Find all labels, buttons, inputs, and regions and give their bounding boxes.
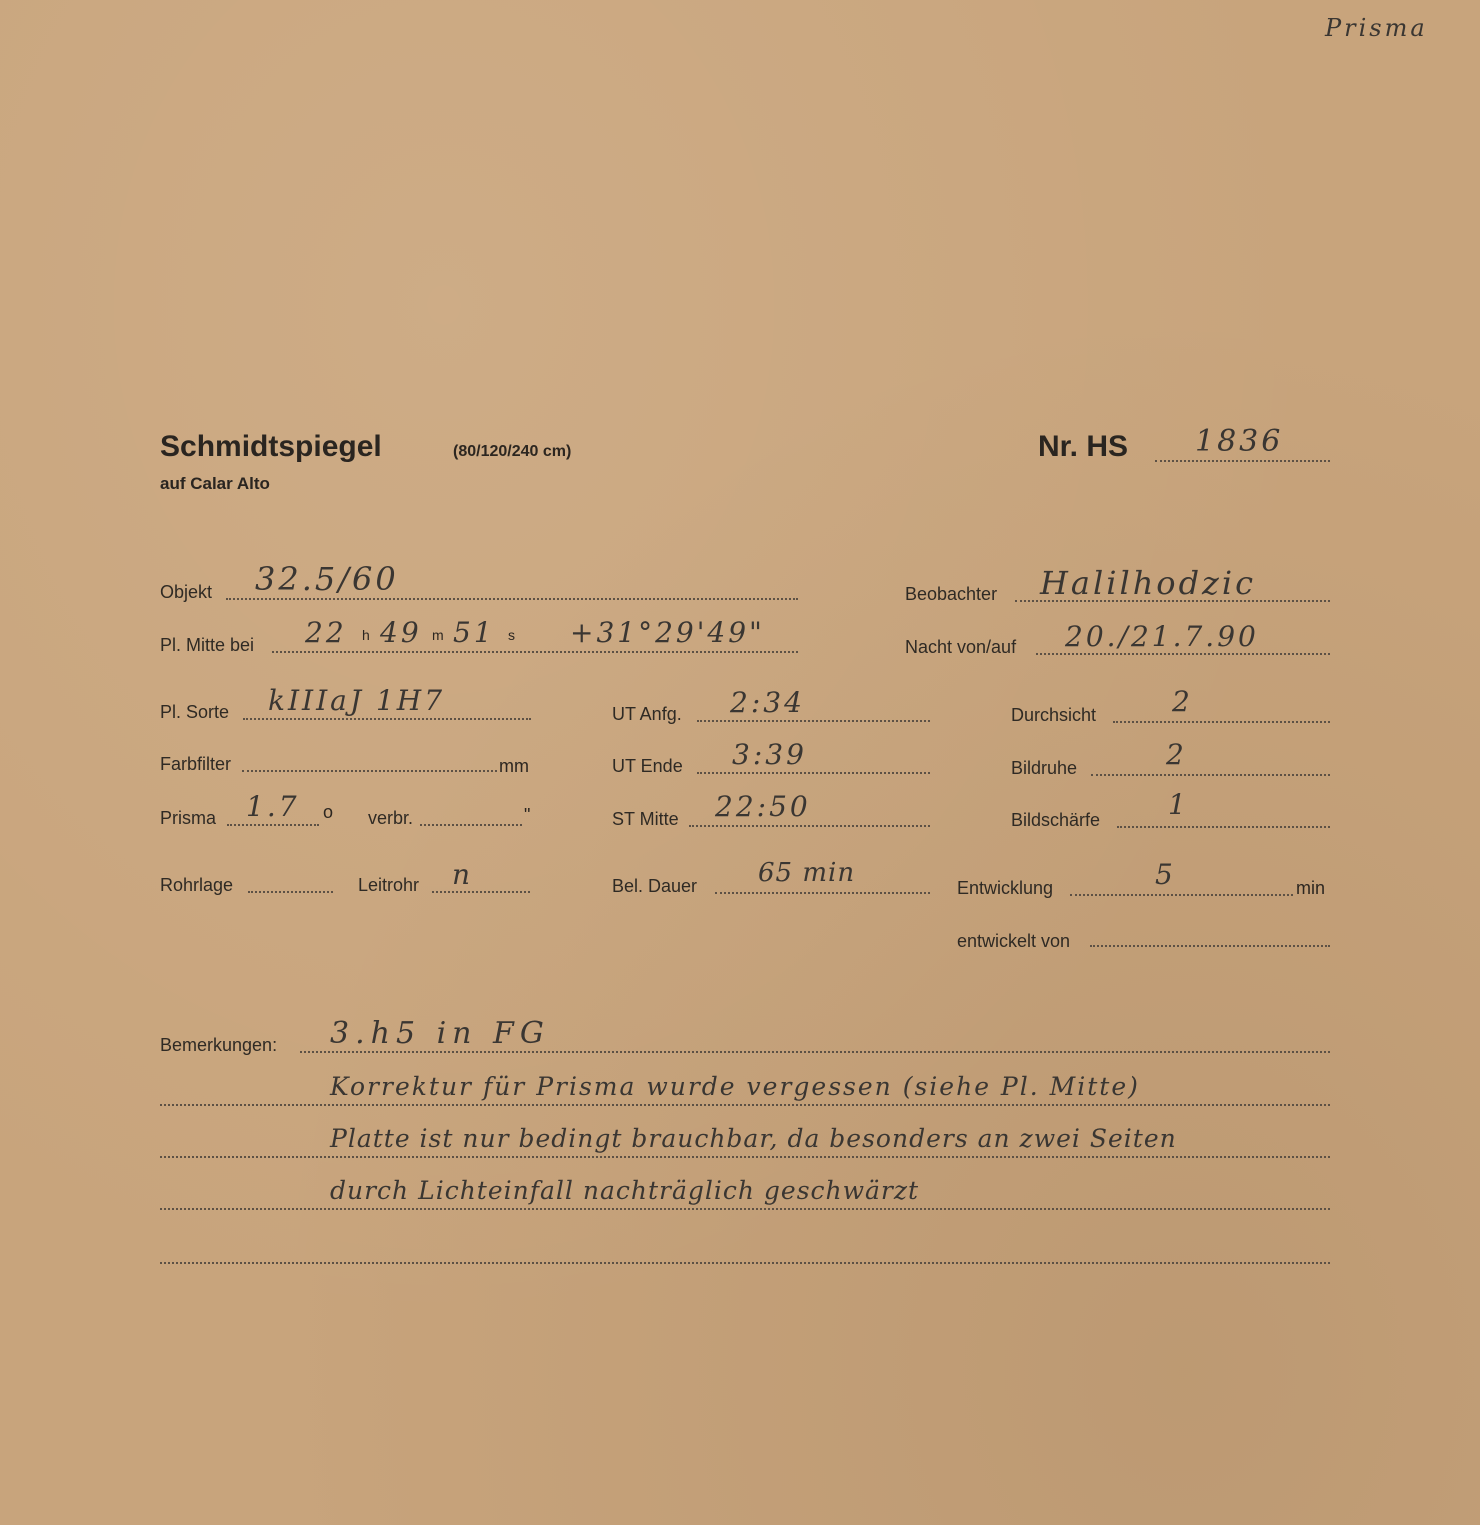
remarks-line-2-rule [160,1104,1330,1106]
pl-mitte-h-value[interactable]: 22 [305,616,347,649]
nacht-label: Nacht von/auf [905,637,1017,657]
ut-ende-label: UT Ende [612,756,683,776]
ut-ende-line [697,772,930,774]
durchsicht-line [1113,721,1330,723]
pl-mitte-m-unit: m [432,627,444,643]
remarks-line-2[interactable]: Korrektur für Prisma wurde vergessen (siehe Pl. Mitte) [330,1072,1140,1101]
entwicklung-label: Entwicklung [957,878,1054,898]
form-title-dims: (80/120/240 cm) [453,443,572,460]
pl-sorte-label: Pl. Sorte [160,702,230,722]
entwickelt-von-label: entwickelt von [957,931,1071,951]
bel-dauer-line [715,892,930,894]
remarks-label: Bemerkungen: [160,1035,278,1055]
prisma-line [227,824,319,826]
ut-anfg-line [697,720,930,722]
nacht-value[interactable]: 20./21.7.90 [1065,620,1259,653]
pl-mitte-line [272,651,798,653]
pl-mitte-label: Pl. Mitte bei [160,635,255,655]
prisma-unit: o [323,802,334,822]
pl-mitte-dec-value[interactable]: +31°29'49" [570,616,765,649]
objekt-line [226,598,798,600]
ut-anfg-value[interactable]: 2:34 [730,686,805,719]
farbfilter-line [242,770,497,772]
rohrlage-line [248,891,333,893]
entwicklung-value[interactable]: 5 [1155,858,1176,891]
remarks-line-3[interactable]: Platte ist nur bedingt brauchbar, da besonders an zwei Seiten [330,1124,1177,1153]
bildschaerfe-label: Bildschärfe [1011,810,1101,830]
entwicklung-line [1070,894,1293,896]
remarks-line-1[interactable]: 3.h5 in FG [330,1016,550,1051]
nr-value[interactable]: 1836 [1195,424,1284,459]
form-title: Schmidtspiegel [160,430,382,463]
entwickelt-von-line [1090,945,1330,947]
beobachter-value[interactable]: Halilhodzic [1040,564,1257,602]
remarks-line-5-rule [160,1262,1330,1264]
bildruhe-label: Bildruhe [1011,758,1078,778]
nacht-line [1036,653,1330,655]
leitrohr-value[interactable]: n [452,858,474,891]
leitrohr-line [432,891,530,893]
verbr-unit: " [524,805,531,825]
beobachter-label: Beobachter [905,584,998,604]
leitrohr-label: Leitrohr [358,875,420,895]
bildschaerfe-value[interactable]: 1 [1168,788,1189,821]
nr-line [1155,460,1330,462]
form-subtitle: auf Calar Alto [160,474,270,493]
bel-dauer-value[interactable]: 65 min [758,858,856,888]
durchsicht-label: Durchsicht [1011,705,1097,725]
remarks-line-3-rule [160,1156,1330,1158]
verbr-line [420,824,522,826]
pl-mitte-h-unit: h [362,627,370,643]
durchsicht-value[interactable]: 2 [1172,685,1193,718]
rohrlage-label: Rohrlage [160,875,234,895]
remarks-line-1-rule [300,1051,1330,1053]
objekt-label: Objekt [160,582,213,602]
bildschaerfe-line [1117,826,1330,828]
pl-sorte-value[interactable]: kIIIaJ 1H7 [268,684,446,717]
bildruhe-value[interactable]: 2 [1166,738,1187,771]
pl-mitte-m-value[interactable]: 49 [380,616,422,649]
st-mitte-value[interactable]: 22:50 [715,790,811,823]
bel-dauer-label: Bel. Dauer [612,876,698,896]
prisma-value[interactable]: 1.7 [246,790,300,823]
farbfilter-label: Farbfilter [160,754,232,774]
objekt-value[interactable]: 32.5/60 [255,560,399,598]
ut-anfg-label: UT Anfg. [612,704,682,724]
pl-mitte-s-value[interactable]: 51 [453,616,495,649]
pl-sorte-line [243,718,531,720]
st-mitte-label: ST Mitte [612,809,679,829]
remarks-line-4-rule [160,1208,1330,1210]
verbr-label: verbr. [368,808,414,828]
remarks-line-4[interactable]: durch Lichteinfall nachträglich geschwärzt [330,1176,920,1205]
prisma-label: Prisma [160,808,217,828]
corner-note: Prisma [1325,14,1428,42]
pl-mitte-s-unit: s [508,627,515,643]
nr-label: Nr. HS [1038,430,1129,463]
ut-ende-value[interactable]: 3:39 [732,738,807,771]
entwicklung-unit: min [1296,878,1326,898]
bildruhe-line [1091,774,1330,776]
st-mitte-line [689,825,930,827]
farbfilter-unit: mm [499,756,529,776]
